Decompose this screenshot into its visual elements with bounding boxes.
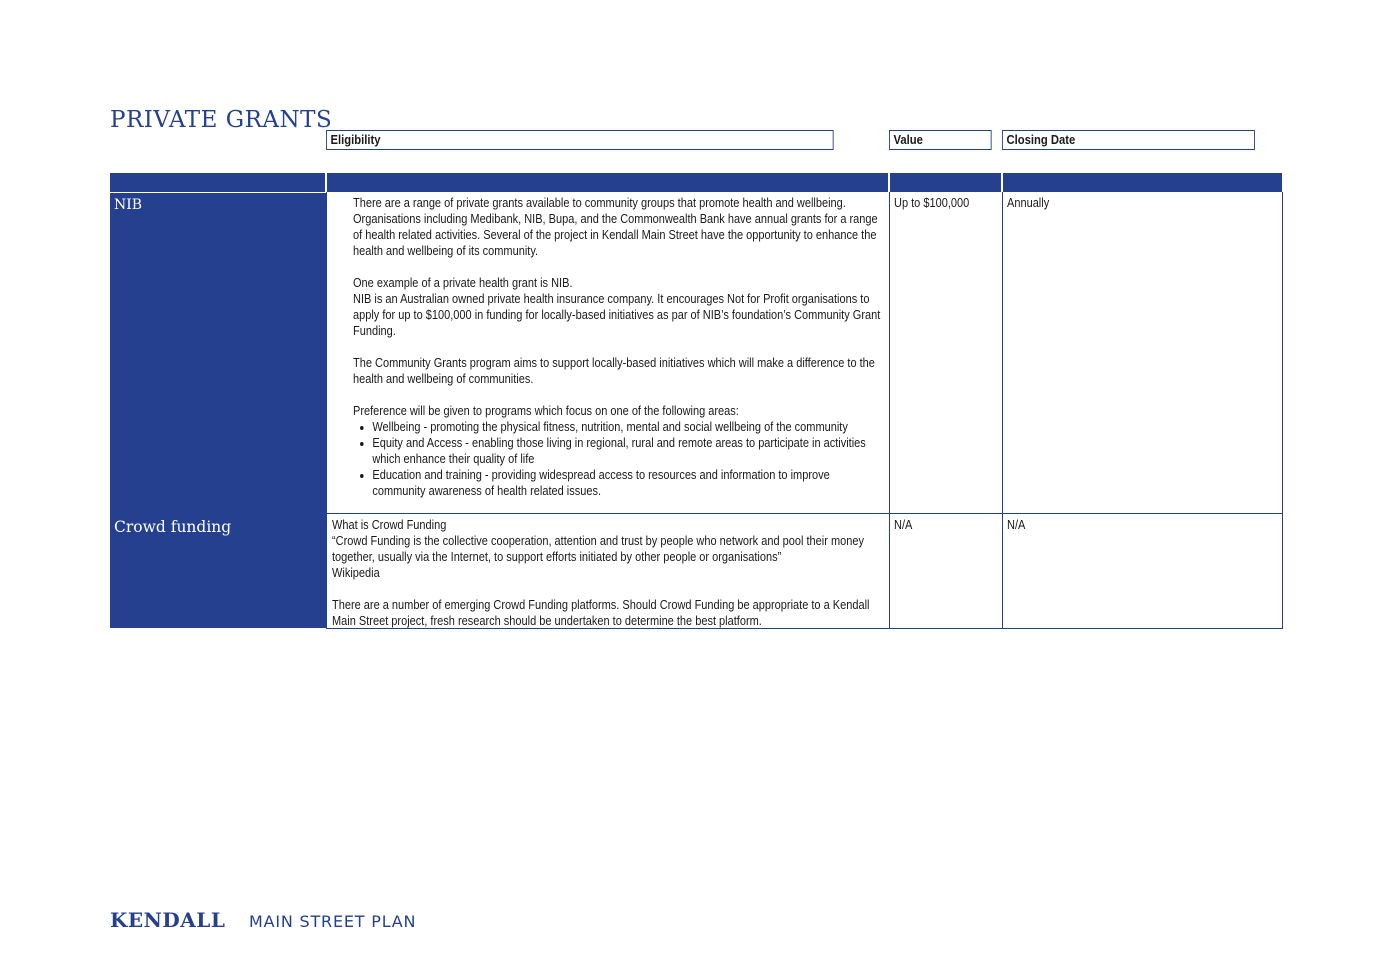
row-label-text: Crowd funding (114, 518, 232, 536)
header-value (889, 130, 992, 150)
page-title: PRIVATE GRANTS (110, 107, 333, 133)
value-cell-nib (889, 192, 1003, 514)
value-text: Up to $100,000 (894, 196, 970, 210)
header-closing-date-label: Closing Date (1006, 133, 1076, 147)
closing-date-text: Annually (1007, 196, 1050, 210)
row-label-text: NIB (114, 197, 143, 213)
divider-bar (890, 173, 1001, 192)
eligibility-paragraph: “Crowd Funding is the collective cooperation, attention and trust by people who network and pool their money together, usually via the Internet, to support efforts initiated by other people or organisations” (332, 534, 864, 564)
row-label-nib (110, 193, 326, 514)
list-item: • Wellbeing - promoting the physical fitness, nutrition, mental and social wellbeing of the community (372, 419, 882, 435)
divider-bar (110, 173, 325, 192)
header-eligibility (326, 130, 834, 150)
closing-date-cell-nib (1002, 192, 1283, 514)
eligibility-cell-crowd-funding (326, 513, 890, 629)
eligibility-paragraph: NIB is an Australian owned private health insurance company. It encourages Not for Profit organisations to apply for up to $100,000 in funding for locally-based initiatives as par of NIB’s foundation’s Community Grant Funding. (353, 292, 881, 338)
closing-date-text: N/A (1007, 518, 1026, 532)
divider-bar (327, 173, 888, 192)
closing-date-cell-crowd-funding (1002, 513, 1283, 629)
eligibility-paragraph: Preference will be given to programs which focus on one of the following areas: (353, 404, 739, 418)
header-closing-date (1002, 130, 1255, 150)
divider-bar (1003, 173, 1282, 192)
list-item: • Education and training - providing widespread access to resources and information to improve community awareness of health related issues. (372, 467, 882, 499)
eligibility-paragraph: There are a number of emerging Crowd Funding platforms. Should Crowd Funding be appropriate to a Kendall Main Street project, fresh research should be undertaken to determine the best platform. (332, 598, 870, 628)
value-text: N/A (894, 518, 913, 532)
eligibility-paragraph: What is Crowd Funding (332, 518, 447, 532)
row-label-crowd-funding (110, 514, 326, 628)
eligibility-paragraph: One example of a private health grant is NIB. (353, 276, 573, 290)
eligibility-paragraph: There are a range of private grants available to community groups that promote health and wellbeing. Organisations including Medibank, NIB, Bupa, and the Commonwealth Bank have annual grants for a range of health related activities. Several of the project in Kendall Main Street have the opportunity to enhance the health and wellbeing of its community. (353, 196, 878, 258)
header-value-label: Value (893, 133, 923, 147)
eligibility-paragraph: Wikipedia (332, 566, 380, 580)
focus-areas-list (353, 419, 882, 499)
eligibility-paragraph: The Community Grants program aims to support locally-based initiatives which will make a difference to the health and wellbeing of communities. (353, 356, 875, 386)
value-cell-crowd-funding (889, 513, 1003, 629)
list-item: • Equity and Access - enabling those living in regional, rural and remote areas to participate in activities which enhance their quality of life (372, 435, 882, 467)
footer-brand: KENDALL (110, 908, 226, 932)
footer-subtitle: MAIN STREET PLAN (249, 912, 417, 931)
eligibility-cell-nib (326, 192, 890, 514)
header-eligibility-label: Eligibility (330, 133, 381, 147)
